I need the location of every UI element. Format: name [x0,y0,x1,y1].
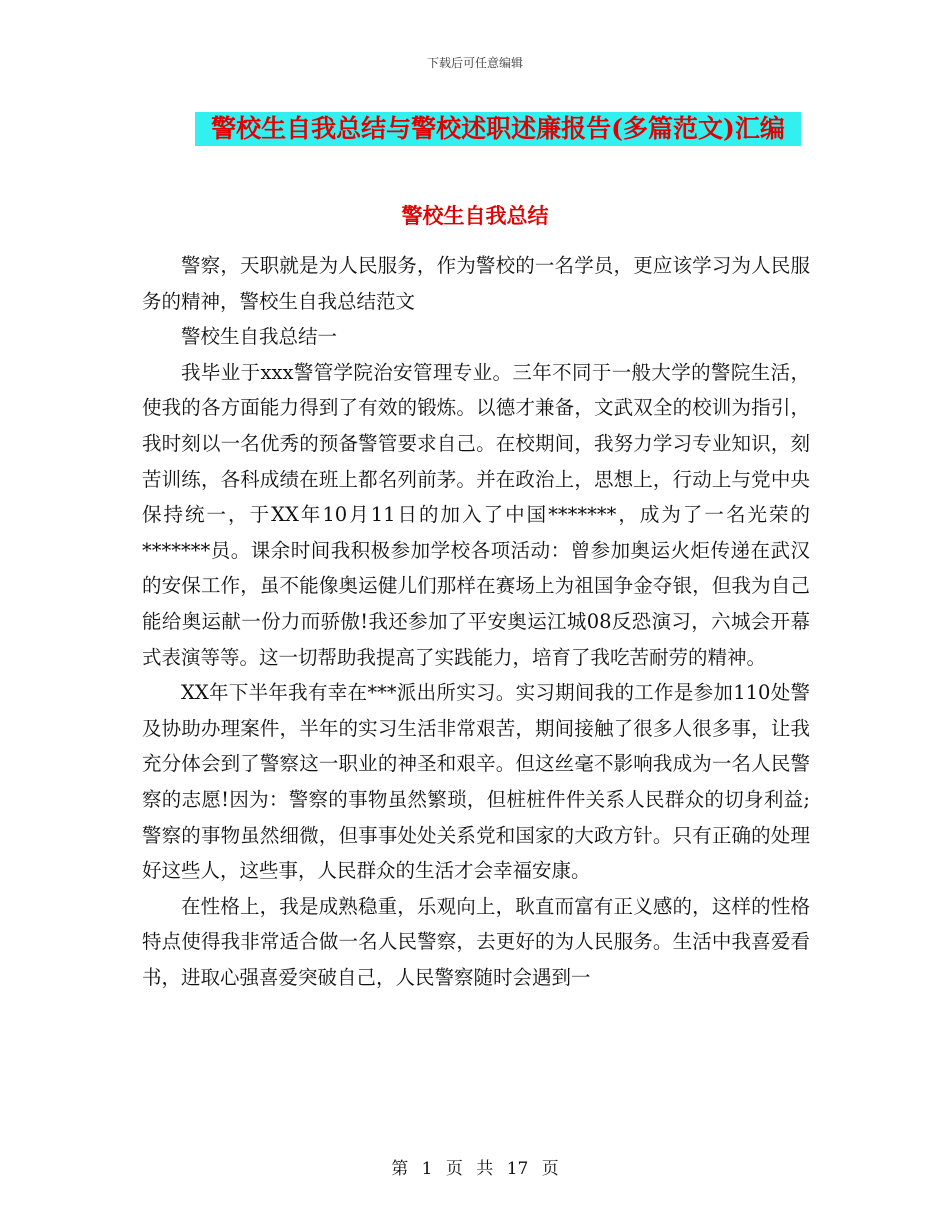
footer-label-total: 共 [476,1159,494,1179]
body-paragraph: XX年下半年我有幸在***派出所实习。实习期间我的工作是参加110处警及协助办理案件，半年的实习生活非常艰苦，期间接触了很多人很多事，让我充分体会到了警察这一职业的神圣和艰辛。但这丝毫不影响我成为一名人民警察的志愿!因为：警察的事物虽然繁琐，但桩桩件件关系人民群众的切身利益;警察的事物虽然细微，但事事处处关系党和国家的大政方针。只有正确的处理好这些人，这些事，人民群众的生活才会幸福安康。 [142,681,810,883]
page-footer [0,1154,950,1179]
document-title: 警校生自我总结与警校述职述廉报告(多篇范文)汇编 [195,112,801,146]
footer-label-ye: 页 [445,1159,463,1179]
footer-page-number: 1 [421,1159,433,1179]
header-note: 下载后可任意编辑 [426,56,523,70]
body-paragraph: 在性格上，我是成熟稳重，乐观向上，耿直而富有正义感的，这样的性格特点使得我非常适合做一名人民警察，去更好的为人民服务。生活中我喜爱看书，进取心强喜爱突破自己，人民警察随时会遇到一 [142,894,810,989]
footer-total-pages: 17 [506,1159,529,1179]
footer-label-ye-2: 页 [541,1159,559,1179]
body-paragraph: 我毕业于xxx警管学院治安管理专业。三年不同于一般大学的警院生活，使我的各方面能力得到了有效的锻炼。以德才兼备，文武双全的校训为指引，我时刻以一名优秀的预备警管要求自己。在校期间，我努力学习专业知识，刻苦训练，各科成绩在班上都名列前茅。并在政治上，思想上，行动上与党中央保持统一，于XX年10月11日的加入了中国*******，成为了一名光荣的*******员。课余时间我积极参加学校各项活动：曾参加奥运火炬传递在武汉的安保工作，虽不能像奥运健儿们那样在赛场上为祖国争金夺银，但我为自己能给奥运献一份力而骄傲!我还参加了平安奥运江城08反恐演习，六城会开幕式表演等等。这一切帮助我提高了实践能力，培育了我吃苦耐劳的精神。 [142,360,810,669]
body-paragraph: 警察，天职就是为人民服务，作为警校的一名学员，更应该学习为人民服务的精神，警校生自我总结范文 [142,254,810,313]
section-title: 警校生自我总结 [401,203,549,228]
footer-label-page: 第 [391,1159,409,1179]
body-paragraph: 警校生自我总结一 [181,325,338,349]
document-body [142,248,810,995]
